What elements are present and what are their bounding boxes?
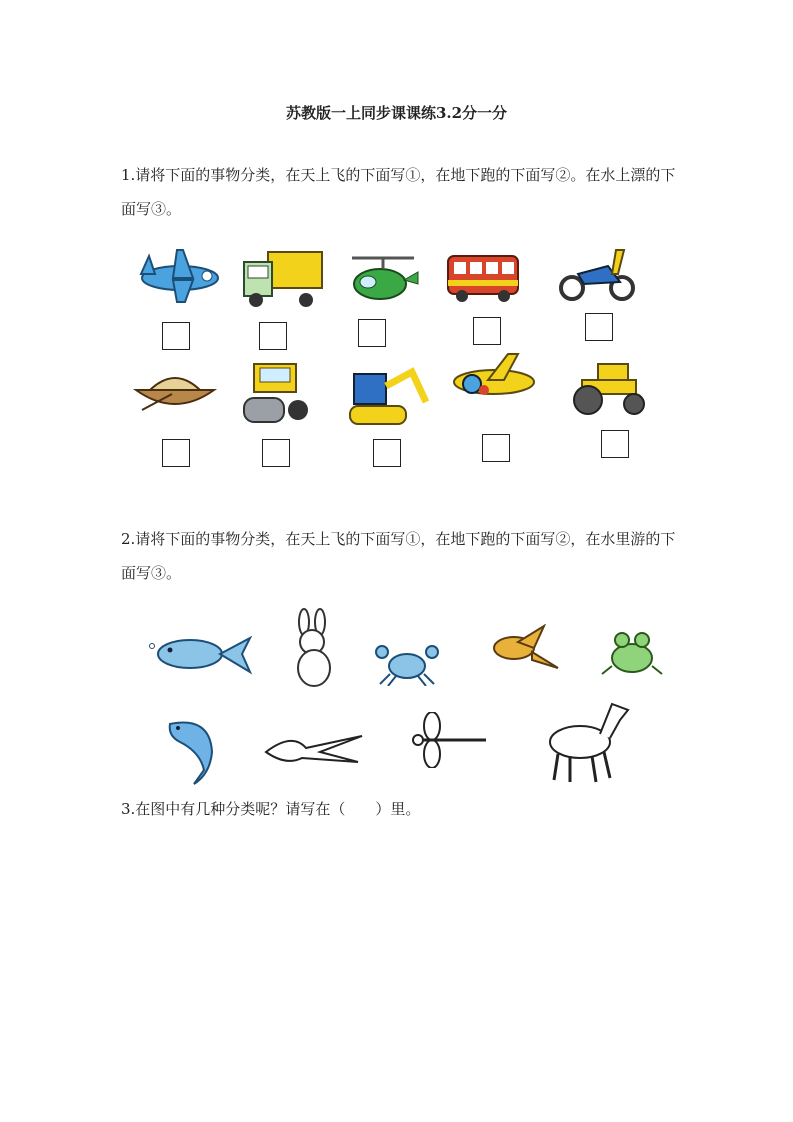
dragonfly-image: [410, 712, 490, 768]
boat-image: [132, 366, 218, 418]
answer-box-helicopter[interactable]: [358, 319, 386, 347]
answer-box-excavator[interactable]: [373, 439, 401, 467]
jet-plane-image: [444, 350, 544, 408]
tractor-image: [568, 354, 654, 418]
truck-image: [240, 248, 326, 310]
excavator-image: [346, 362, 432, 432]
answer-box-road-roller[interactable]: [262, 439, 290, 467]
frog-image: [600, 626, 664, 678]
fish-image: [146, 630, 256, 678]
question-1-text: 1.请将下面的事物分类，在天上飞的下面写①，在地下跑的下面写②。在水上漂的下面写③。: [121, 166, 676, 218]
answer-box-motorcycle[interactable]: [585, 313, 613, 341]
airplane-image: [135, 244, 225, 306]
bus-image: [444, 250, 522, 306]
answer-box-boat[interactable]: [162, 439, 190, 467]
motorcycle-image: [558, 244, 638, 304]
answer-box-bus[interactable]: [473, 317, 501, 345]
bird-image: [484, 624, 560, 674]
rabbit-image: [280, 608, 350, 690]
crab-image: [374, 640, 440, 686]
answer-box-tractor[interactable]: [601, 430, 629, 458]
page-title: 苏教版一上同步课课练3.2分一分: [285, 104, 508, 122]
road-roller-image: [240, 358, 312, 426]
helicopter-image: [346, 250, 420, 308]
answer-box-airplane[interactable]: [162, 322, 190, 350]
question-2-text: 2.请将下面的事物分类，在天上飞的下面写①，在地下跑的下面写②，在水里游的下面写③。: [121, 530, 676, 582]
dolphin-image: [160, 712, 226, 788]
horse-image: [540, 694, 632, 784]
question-3-text: 3.在图中有几种分类呢？请写在（ ）里。: [121, 800, 421, 818]
answer-box-truck[interactable]: [259, 322, 287, 350]
swallow-image: [262, 722, 366, 768]
answer-box-jet-plane[interactable]: [482, 434, 510, 462]
